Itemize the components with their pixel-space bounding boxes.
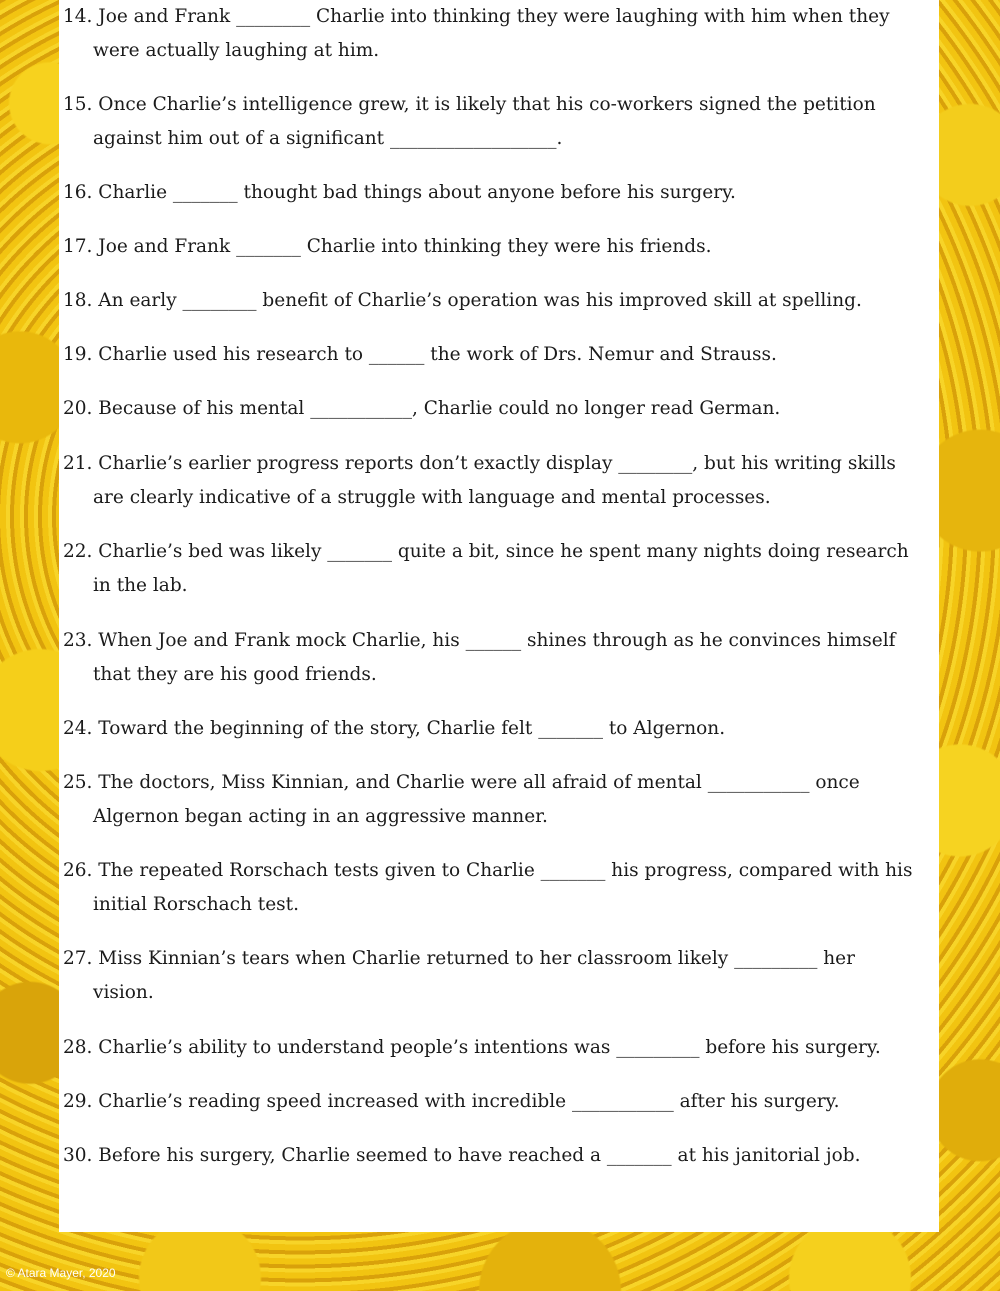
question-17 xyxy=(63,230,931,264)
question-23 xyxy=(63,624,931,692)
copyright-notice: © Atara Mayer, 2020 xyxy=(6,1266,116,1280)
question-16 xyxy=(63,176,931,210)
question-line-continued: vision. xyxy=(93,982,154,1003)
question-21 xyxy=(63,447,931,515)
question-line: 27. Miss Kinnian’s tears when Charlie returned to her classroom likely _________ her xyxy=(63,948,855,969)
question-line: 15. Once Charlie’s intelligence grew, it is likely that his co-workers signed the petition xyxy=(63,94,876,115)
question-line: 14. Joe and Frank ________ Charlie into thinking they were laughing with him when they xyxy=(63,6,890,27)
question-line: 19. Charlie used his research to ______ the work of Drs. Nemur and Strauss. xyxy=(63,344,777,365)
question-line: 20. Because of his mental ___________, Charlie could no longer read German. xyxy=(63,398,781,419)
question-line: 26. The repeated Rorschach tests given to Charlie _______ his progress, compared with his xyxy=(63,860,913,881)
question-line: 29. Charlie’s reading speed increased with incredible ___________ after his surgery. xyxy=(63,1091,840,1112)
question-line: 23. When Joe and Frank mock Charlie, his ______ shines through as he convinces himself xyxy=(63,630,896,651)
question-line-continued: are clearly indicative of a struggle with language and mental processes. xyxy=(93,487,771,508)
question-line: 16. Charlie _______ thought bad things about anyone before his surgery. xyxy=(63,182,736,203)
question-30 xyxy=(63,1139,931,1173)
question-24 xyxy=(63,712,931,746)
question-line-continued: were actually laughing at him. xyxy=(93,40,380,61)
question-line: 30. Before his surgery, Charlie seemed to have reached a _______ at his janitorial job. xyxy=(63,1145,861,1166)
question-25 xyxy=(63,766,931,834)
question-line: 17. Joe and Frank _______ Charlie into thinking they were his friends. xyxy=(63,236,712,257)
question-line: 22. Charlie’s bed was likely _______ quite a bit, since he spent many nights doing research xyxy=(63,541,909,562)
question-line-continued: against him out of a significant __________________. xyxy=(93,128,563,149)
question-line-continued: in the lab. xyxy=(93,575,188,596)
question-line: 18. An early ________ benefit of Charlie’s operation was his improved skill at spelling. xyxy=(63,290,862,311)
question-26 xyxy=(63,854,931,922)
question-19 xyxy=(63,338,931,372)
question-18 xyxy=(63,284,931,318)
question-22 xyxy=(63,535,931,603)
question-15 xyxy=(63,88,931,156)
question-20 xyxy=(63,392,931,426)
question-28 xyxy=(63,1031,931,1065)
question-line-continued: Algernon began acting in an aggressive manner. xyxy=(93,806,548,827)
question-29 xyxy=(63,1085,931,1119)
question-line: 28. Charlie’s ability to understand people’s intentions was _________ before his surgery. xyxy=(63,1037,881,1058)
question-line: 24. Toward the beginning of the story, Charlie felt _______ to Algernon. xyxy=(63,718,726,739)
question-line: 21. Charlie’s earlier progress reports don’t exactly display ________, but his writing skills xyxy=(63,453,896,474)
question-27 xyxy=(63,942,931,1010)
question-line-continued: that they are his good friends. xyxy=(93,664,377,685)
question-line: 25. The doctors, Miss Kinnian, and Charlie were all afraid of mental ___________ once xyxy=(63,772,860,793)
worksheet-page xyxy=(59,0,939,1232)
question-line-continued: initial Rorschach test. xyxy=(93,894,299,915)
question-14 xyxy=(63,0,931,68)
